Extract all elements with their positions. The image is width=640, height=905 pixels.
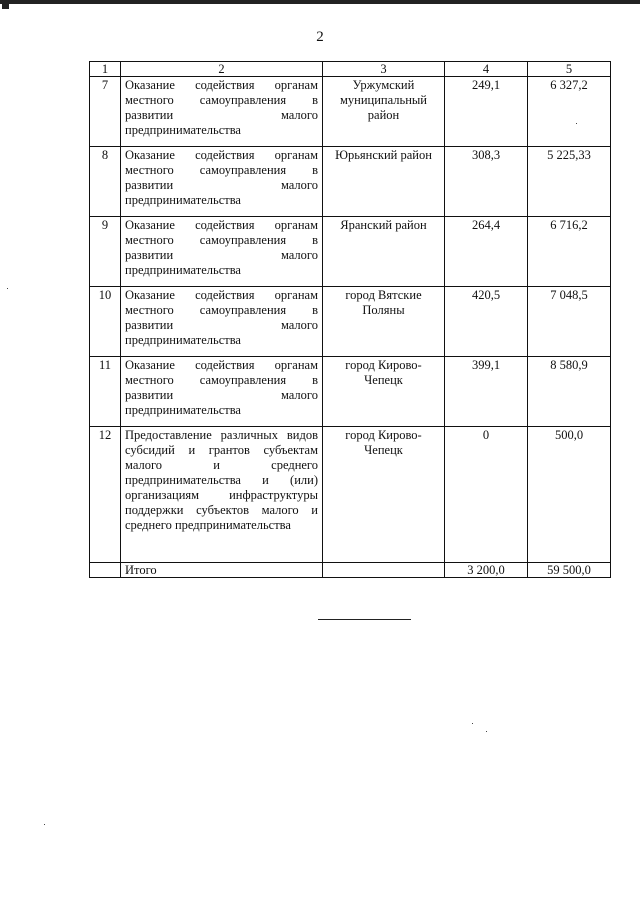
table-row: [90, 357, 611, 427]
scan-speck: [486, 731, 487, 732]
row-description: Оказание содействия органам местного самоуправления в развитии малого предпринимательства: [121, 147, 323, 217]
total-col5-value: 59 500,0: [528, 563, 611, 578]
table-header-row: [90, 62, 611, 77]
row-col4-value: 0: [445, 427, 528, 563]
row-description: Предоставление различных видов субсидий и грантов субъектам малого и среднего предпринимательства и (или) организациям инфраструктуры поддержки субъектов малого и среднего предпринимательства: [121, 427, 323, 563]
row-col5-value: 6 327,2: [528, 77, 611, 147]
row-description: Оказание содействия органам местного самоуправления в развитии малого предпринимательства: [121, 217, 323, 287]
row-col5-value: 7 048,5: [528, 287, 611, 357]
scan-speck: [472, 723, 473, 724]
closing-rule-line: [318, 619, 411, 620]
row-territory: город Кирово-Чепецк: [323, 427, 445, 563]
header-cell: 1: [90, 62, 121, 77]
row-col4-value: 249,1: [445, 77, 528, 147]
row-number: 8: [90, 147, 121, 217]
row-territory: Уржумский муниципальный район: [323, 77, 445, 147]
scan-edge-line: [0, 0, 640, 4]
row-territory: Яранский район: [323, 217, 445, 287]
total-empty-cell: [90, 563, 121, 578]
row-col5-value: 5 225,33: [528, 147, 611, 217]
row-col4-value: 264,4: [445, 217, 528, 287]
page-number: 2: [316, 29, 324, 45]
total-label: Итого: [121, 563, 323, 578]
total-row: [90, 563, 611, 578]
row-number: 12: [90, 427, 121, 563]
total-empty-cell: [323, 563, 445, 578]
row-description: Оказание содействия органам местного самоуправления в развитии малого предпринимательства: [121, 357, 323, 427]
row-col4-value: 308,3: [445, 147, 528, 217]
scan-speck: [576, 123, 577, 124]
row-territory: город Вятские Поляны: [323, 287, 445, 357]
row-number: 7: [90, 77, 121, 147]
header-cell: 4: [445, 62, 528, 77]
row-number: 10: [90, 287, 121, 357]
table-row: [90, 427, 611, 563]
header-cell: 3: [323, 62, 445, 77]
total-col4-value: 3 200,0: [445, 563, 528, 578]
table-row: [90, 287, 611, 357]
row-description: Оказание содействия органам местного самоуправления в развитии малого предпринимательства: [121, 287, 323, 357]
table-row: [90, 147, 611, 217]
row-territory: Юрьянский район: [323, 147, 445, 217]
row-territory: город Кирово-Чепецк: [323, 357, 445, 427]
scan-corner-mark: [2, 2, 9, 9]
budget-table: [89, 61, 611, 578]
row-description: Оказание содействия органам местного самоуправления в развитии малого предпринимательства: [121, 77, 323, 147]
row-number: 9: [90, 217, 121, 287]
header-cell: 2: [121, 62, 323, 77]
row-col5-value: 8 580,9: [528, 357, 611, 427]
row-col4-value: 399,1: [445, 357, 528, 427]
table-row: [90, 217, 611, 287]
scan-speck: [44, 824, 45, 825]
header-cell: 5: [528, 62, 611, 77]
row-number: 11: [90, 357, 121, 427]
scan-speck: [7, 288, 8, 289]
row-col4-value: 420,5: [445, 287, 528, 357]
table-row: [90, 77, 611, 147]
row-col5-value: 500,0: [528, 427, 611, 563]
row-col5-value: 6 716,2: [528, 217, 611, 287]
